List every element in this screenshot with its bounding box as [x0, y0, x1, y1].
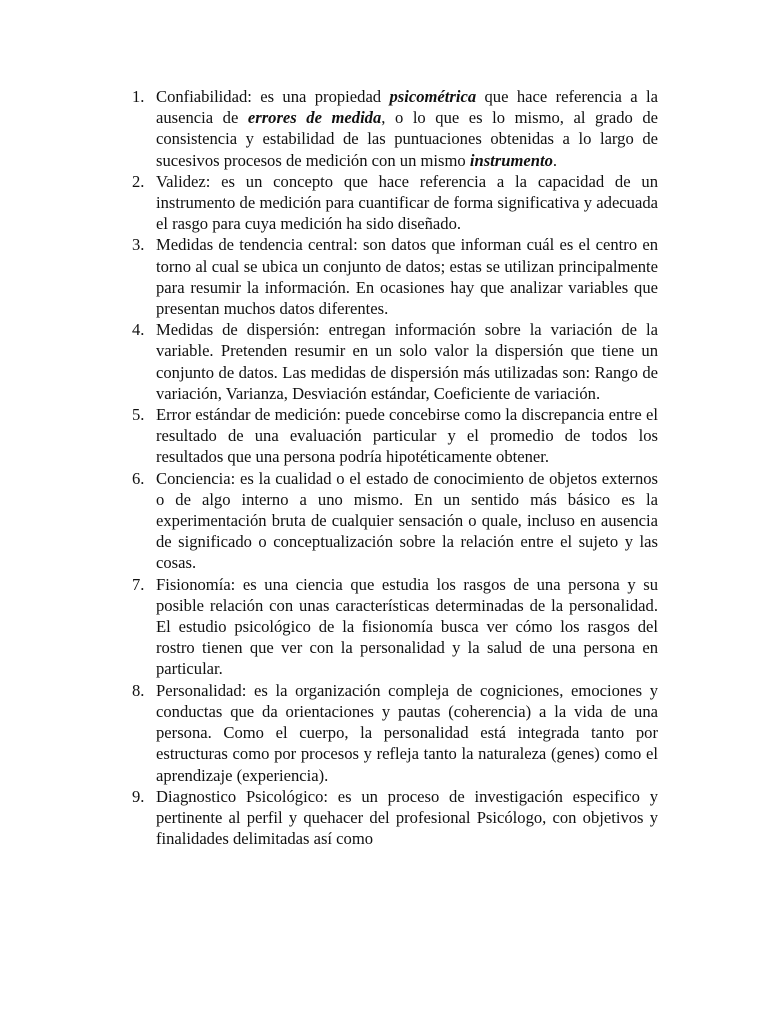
- text-run: , o lo que es lo mismo, al grado de consistencia y estabilidad de las puntuaciones obtenidas a lo largo de sucesivos procesos de medición con un mismo: [156, 108, 658, 170]
- text-run: Personalidad: es la organización compleja de cogniciones, emociones y conductas que da orientaciones y pautas (coherencia) a la vida de una persona. Como el cuerpo, la personalidad está integrada tanto por estructuras como por procesos y refleja tanto la naturaleza (genes) como el aprendizaje (experiencia).: [156, 680, 658, 785]
- item-number: 6.: [132, 468, 145, 488]
- item-text: [156, 319, 658, 404]
- text-run: Diagnostico Psicológico: es un proceso de investigación especifico y pertinente al perfil y quehacer del profesional Psicólogo, con objetivos y finalidades delimitadas así como: [156, 786, 658, 849]
- item-text: [156, 404, 658, 468]
- text-run: .: [552, 150, 558, 170]
- item-number: 5.: [132, 405, 145, 425]
- list-item-diagnostico: [124, 786, 658, 850]
- emphasis-term: errores de medida: [247, 108, 382, 128]
- item-number: 3.: [132, 235, 145, 255]
- item-text: [156, 468, 658, 574]
- item-text: [156, 786, 658, 850]
- text-run: Error estándar de medición: puede concebirse como la discrepancia entre el resultado de una evaluación particular y el promedio de todos los resultados que una persona podría hipotéticamente obtener.: [156, 405, 658, 467]
- list-item-fisionomia: [124, 574, 658, 680]
- text-run: Fisionomía: es una ciencia que estudia los rasgos de una persona y su posible relación con unas características determinadas de la personalidad. El estudio psicológico de la fisionomía busca ver cómo los rasgos del rostro tienen que ver con la personalidad y la salud de una persona en particular.: [156, 574, 658, 679]
- item-text: [156, 680, 658, 786]
- list-item-error-estandar: [124, 404, 658, 468]
- definitions-list: [124, 86, 658, 849]
- list-item-validez: [124, 171, 658, 235]
- text-run: que hace referencia a la ausencia de: [156, 87, 658, 128]
- item-number: 7.: [132, 574, 145, 594]
- item-number: 9.: [132, 786, 145, 806]
- list-item-tendencia-central: [124, 234, 658, 319]
- item-number: 4.: [132, 320, 145, 340]
- list-item-conciencia: [124, 468, 658, 574]
- emphasis-term: psicométrica: [389, 87, 477, 106]
- text-run: Medidas de dispersión: entregan información sobre la variación de la variable. Pretenden resumir en un solo valor la dispersión que tiene un conjunto de datos. Las medidas de dispersión más utilizadas son: Rango de variación, Varianza, Desviación estándar, Coeficiente de variación.: [156, 320, 658, 403]
- text-run: Conciencia: es la cualidad o el estado de conocimiento de objetos externos o de algo interno a uno mismo. En un sentido más básico es la experimentación bruta de cualquier sensación o quale, incluso en ausencia de significado o conceptualización sobre la relación entre el sujeto y las cosas.: [156, 468, 658, 573]
- text-run: Medidas de tendencia central: son datos que informan cuál es el centro en torno al cual se ubica un conjunto de datos; estas se utilizan principalmente para resumir la información. En ocasiones hay que analizar variables que presentan muchos datos diferentes.: [156, 235, 658, 319]
- list-item-personalidad: [124, 680, 658, 786]
- item-number: 1.: [132, 87, 145, 106]
- item-text: [156, 86, 658, 171]
- item-number: 8.: [132, 680, 145, 700]
- text-run: Confiabilidad: es una propiedad: [156, 87, 390, 106]
- item-number: 2.: [132, 171, 145, 191]
- list-item-confiabilidad: [124, 86, 658, 171]
- item-text: [156, 574, 658, 680]
- text-run: Validez: es un concepto que hace referencia a la capacidad de un instrumento de medición para cuantificar de forma significativa y adecuada el rasgo para cuya medición ha sido diseñado.: [156, 171, 658, 234]
- item-text: [156, 234, 658, 319]
- list-item-dispersion: [124, 319, 658, 404]
- item-text: [156, 171, 658, 235]
- emphasis-term: instrumento: [469, 150, 553, 170]
